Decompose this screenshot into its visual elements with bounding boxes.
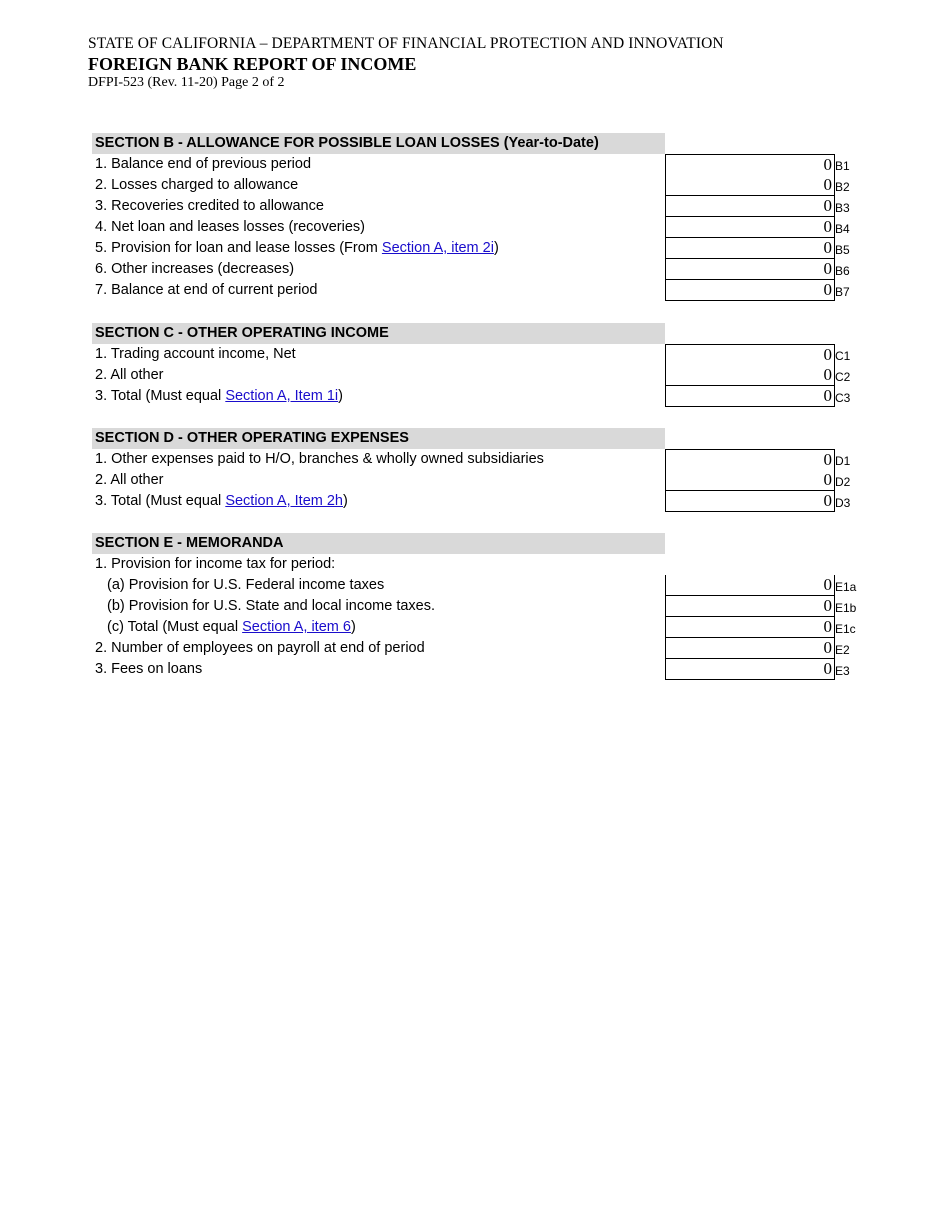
section-heading: SECTION C - OTHER OPERATING INCOME xyxy=(92,323,665,344)
form-row-e1a xyxy=(92,575,858,596)
row-label: 3. Total (Must equal Section A, Item 1i) xyxy=(95,388,343,404)
amount-field-e1a[interactable]: 0 xyxy=(665,575,835,596)
section-heading: SECTION E - MEMORANDA xyxy=(92,533,665,554)
form-row-b2 xyxy=(92,175,858,196)
section-a-item-6-link[interactable]: Section A, item 6 xyxy=(242,619,351,635)
form-row-b4 xyxy=(92,217,858,238)
row-label: 2. Losses charged to allowance xyxy=(95,177,299,193)
form-row-b6 xyxy=(92,259,858,280)
line-code: D1 xyxy=(835,454,851,468)
form-row-b1 xyxy=(92,154,858,175)
line-code: E2 xyxy=(835,643,850,657)
amount-field-b1[interactable]: 0 xyxy=(665,154,835,176)
line-code: C1 xyxy=(835,349,851,363)
row-label: 1. Trading account income, Net xyxy=(95,346,296,362)
row-label: 3. Recoveries credited to allowance xyxy=(95,198,324,214)
section-d xyxy=(92,428,858,512)
form-row-d3 xyxy=(92,491,858,512)
row-label: 2. All other xyxy=(95,367,164,383)
amount-field-e1b[interactable]: 0 xyxy=(665,596,835,617)
amount-field-b3[interactable]: 0 xyxy=(665,196,835,217)
form-row-b5 xyxy=(92,238,858,259)
line-code: E3 xyxy=(835,664,850,678)
section-c xyxy=(92,323,858,407)
form-row-e1c xyxy=(92,617,858,638)
line-code: B4 xyxy=(835,222,850,236)
row-label: 7. Balance at end of current period xyxy=(95,282,318,298)
form-row-b7 xyxy=(92,280,858,301)
form-title: FOREIGN BANK REPORT OF INCOME xyxy=(88,54,417,74)
line-code: B5 xyxy=(835,243,850,257)
line-code: D2 xyxy=(835,475,851,489)
amount-field-d3[interactable]: 0 xyxy=(665,491,835,512)
line-code: E1c xyxy=(835,622,856,636)
form-row-c1 xyxy=(92,344,858,365)
amount-field-b4[interactable]: 0 xyxy=(665,217,835,238)
row-label: 3. Total (Must equal Section A, Item 2h) xyxy=(95,493,348,509)
section-b xyxy=(92,133,858,301)
line-code: B2 xyxy=(835,180,850,194)
section-heading: SECTION D - OTHER OPERATING EXPENSES xyxy=(92,428,665,449)
line-code: B6 xyxy=(835,264,850,278)
row-label: (c) Total (Must equal Section A, item 6) xyxy=(107,619,356,635)
amount-field-e1c[interactable]: 0 xyxy=(665,617,835,638)
form-number: DFPI-523 (Rev. 11-20) Page 2 of 2 xyxy=(88,75,285,90)
amount-field-b2[interactable]: 0 xyxy=(665,175,835,196)
row-label: 6. Other increases (decreases) xyxy=(95,261,295,277)
line-code: B3 xyxy=(835,201,850,215)
row-label: (a) Provision for U.S. Federal income taxes xyxy=(107,577,385,593)
form-row-d2 xyxy=(92,470,858,491)
row-label: 2. All other xyxy=(95,472,164,488)
row-label: 3. Fees on loans xyxy=(95,661,203,677)
row-label: 4. Net loan and leases losses (recoveries) xyxy=(95,219,365,235)
line-code: C2 xyxy=(835,370,851,384)
memo-intro-row xyxy=(92,554,858,575)
line-code: E1a xyxy=(835,580,857,594)
row-label: 1. Provision for income tax for period: xyxy=(95,556,336,572)
row-label: 5. Provision for loan and lease losses (From Section A, item 2i) xyxy=(95,240,499,256)
row-label: 2. Number of employees on payroll at end of period xyxy=(95,640,425,656)
row-label: 1. Balance end of previous period xyxy=(95,156,312,172)
line-code: B7 xyxy=(835,285,850,299)
form-row-c2 xyxy=(92,365,858,386)
amount-field-d1[interactable]: 0 xyxy=(665,449,835,471)
section-a-item-2i-link[interactable]: Section A, item 2i xyxy=(381,240,494,256)
line-code: D3 xyxy=(835,496,851,510)
form-row-c3 xyxy=(92,386,858,407)
form-row-b3 xyxy=(92,196,858,217)
section-a-item-1i-link[interactable]: Section A, Item 1i xyxy=(225,388,339,404)
section-e xyxy=(92,533,858,680)
line-code: C3 xyxy=(835,391,851,405)
amount-field-e3[interactable]: 0 xyxy=(665,659,835,680)
form-row-e1b xyxy=(92,596,858,617)
form-row-d1 xyxy=(92,449,858,470)
agency-name: STATE OF CALIFORNIA – DEPARTMENT OF FINANCIAL PROTECTION AND INNOVATION xyxy=(88,35,724,52)
line-code: B1 xyxy=(835,159,850,173)
amount-field-d2[interactable]: 0 xyxy=(665,470,835,491)
line-code: E1b xyxy=(835,601,857,615)
amount-field-c1[interactable]: 0 xyxy=(665,344,835,366)
row-label: 1. Other expenses paid to H/O, branches & wholly owned subsidiaries xyxy=(95,451,544,467)
amount-field-b7[interactable]: 0 xyxy=(665,280,835,301)
row-label: (b) Provision for U.S. State and local income taxes. xyxy=(107,598,436,614)
amount-field-c2[interactable]: 0 xyxy=(665,365,835,386)
amount-field-b6[interactable]: 0 xyxy=(665,259,835,280)
section-a-item-2h-link[interactable]: Section A, Item 2h xyxy=(225,493,343,509)
amount-field-b5[interactable]: 0 xyxy=(665,238,835,259)
section-heading: SECTION B - ALLOWANCE FOR POSSIBLE LOAN LOSSES (Year-to-Date) xyxy=(92,133,665,154)
amount-field-e2[interactable]: 0 xyxy=(665,638,835,659)
form-header xyxy=(88,34,724,91)
form-row-e2 xyxy=(92,638,858,659)
amount-field-c3[interactable]: 0 xyxy=(665,386,835,407)
form-row-e3 xyxy=(92,659,858,680)
